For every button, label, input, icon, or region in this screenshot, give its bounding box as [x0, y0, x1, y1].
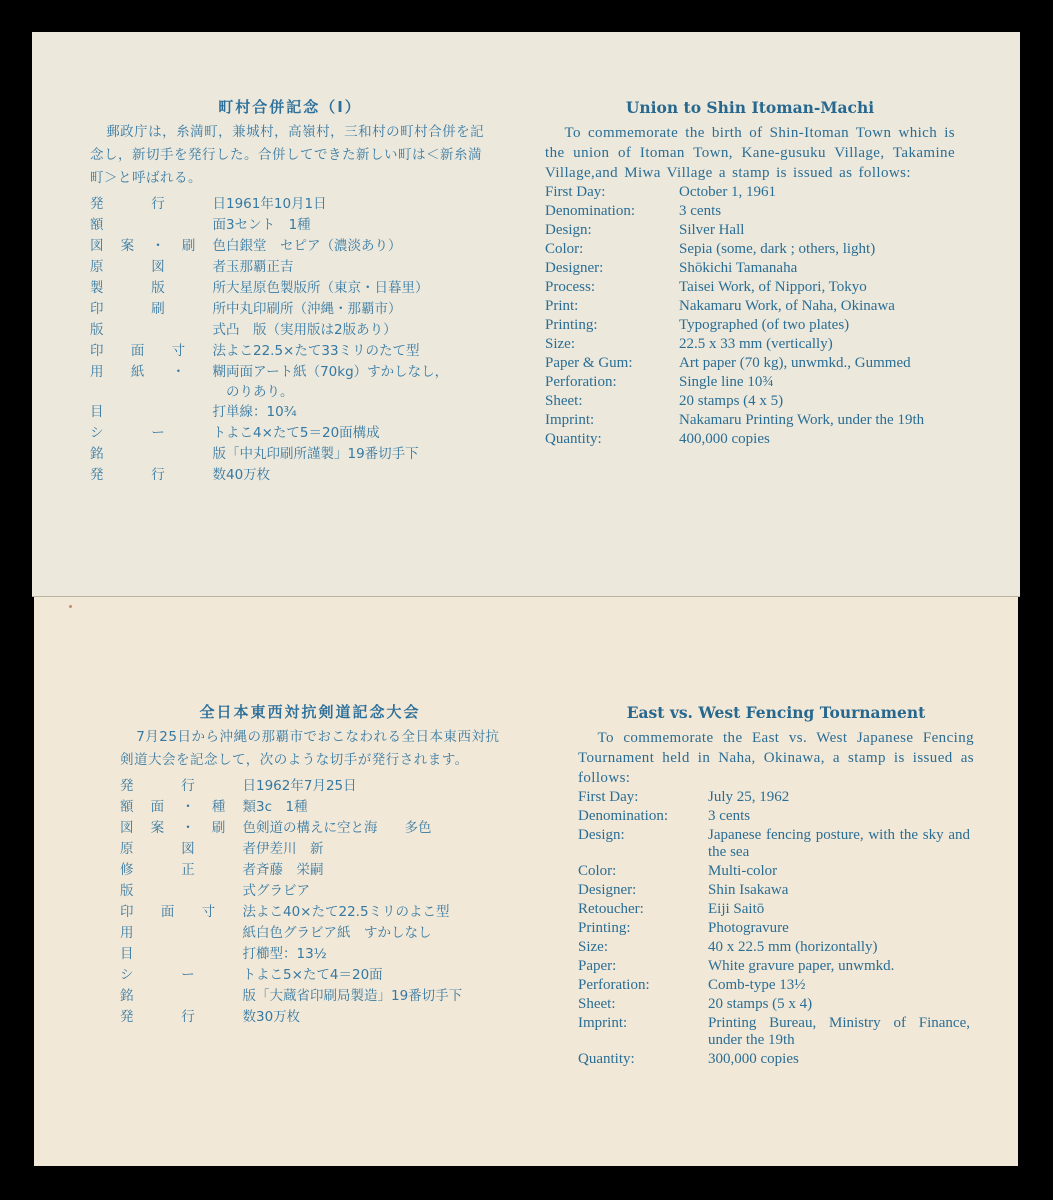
spec-value: 30万枚: [256, 1009, 301, 1025]
spec-row: [120, 839, 462, 860]
spec-value: 3 cents: [708, 808, 751, 824]
spec-row: [545, 431, 951, 450]
spec-label: Retoucher:: [578, 901, 644, 917]
spec-label: Perforation:: [578, 977, 650, 993]
spec-value: 20 stamps (5 x 4): [708, 996, 813, 1012]
spec-value: Photogravure: [708, 920, 789, 936]
spec-label: Quantity:: [545, 431, 602, 447]
spec-row: [545, 222, 951, 241]
spec-value: 1962年7月25日: [256, 778, 357, 794]
spec-label: Size:: [545, 336, 575, 352]
spec-label: Denomination:: [578, 808, 668, 824]
spec-value: 400,000 copies: [679, 431, 770, 447]
spec-value: July 25, 1962: [708, 789, 790, 805]
spec-label: 額面・種類: [120, 799, 256, 815]
spec-row: [578, 977, 970, 996]
spec-value: 3 cents: [679, 203, 722, 219]
spec-row: [90, 299, 456, 320]
spec-value: よこ22.5×たて33ミリのたて型: [226, 343, 420, 359]
spec-label: 印面寸法: [90, 343, 226, 359]
spec-row: [578, 827, 970, 863]
spec-label: 発行数: [120, 1009, 256, 1025]
japanese-spec-table: [120, 776, 462, 1028]
spec-value: 20 stamps (4 x 5): [679, 393, 784, 409]
spec-label: 発行数: [90, 467, 226, 483]
spec-label: 原図者: [120, 841, 256, 857]
spec-value: Nakamaru Work, of Naha, Okinawa: [679, 298, 895, 314]
spec-value: Shōkichi Tamanaha: [679, 260, 798, 276]
spec-label: 図案・刷色: [90, 238, 226, 254]
spec-value: Nakamaru Printing Work, under the 19th: [679, 412, 925, 428]
spec-value: 「中丸印刷所謹製」19番切手下: [226, 446, 419, 462]
spec-value: 中丸印刷所（沖縄・那覇市）: [226, 301, 402, 317]
spec-value: 1961年10月1日: [226, 196, 327, 212]
spec-label: Sheet:: [545, 393, 583, 409]
spec-row: [120, 965, 462, 986]
spec-label: 印面寸法: [120, 904, 256, 920]
spec-row: [578, 920, 970, 939]
spec-row: [578, 1051, 970, 1070]
spec-label: 用紙: [120, 925, 256, 941]
japanese-description: [120, 701, 500, 1028]
spec-value: 伊差川 新: [256, 841, 324, 857]
japanese-title: 全日本東西対抗剣道記念大会: [199, 703, 421, 721]
spec-label: Paper & Gum:: [545, 355, 633, 371]
spec-row: [578, 789, 970, 808]
spec-value: 3c 1種: [256, 799, 308, 815]
spec-label: Denomination:: [545, 203, 635, 219]
spec-row: [578, 863, 970, 882]
spec-value: White gravure paper, unwmkd.: [708, 958, 895, 974]
spec-label: Printing:: [545, 317, 598, 333]
stamp-info-card-union-shin-itoman: [32, 32, 1020, 597]
spec-value: 40万枚: [226, 467, 271, 483]
spec-row: [545, 184, 951, 203]
spec-value: 300,000 copies: [708, 1051, 799, 1067]
spec-label: 銘版: [90, 446, 226, 462]
spec-row: [90, 465, 456, 486]
spec-value: Multi-color: [708, 863, 778, 879]
japanese-intro: 郵政庁は，糸満町，兼城村，高嶺村，三和村の町村合併を記念し，新切手を発行した。合併してできた新しい町は＜新糸満町＞と呼ばれる。: [90, 124, 485, 186]
japanese-description: [90, 96, 490, 486]
spec-value: 白色グラビア紙 すかしなし: [256, 925, 432, 941]
spec-row: [90, 362, 456, 402]
spec-label: 原図者: [90, 259, 226, 275]
spec-row: [90, 320, 456, 341]
spec-value: 40 x 22.5 mm (horizontally): [708, 939, 878, 955]
spec-label: 用紙・糊: [90, 364, 226, 380]
spec-label: Quantity:: [578, 1051, 635, 1067]
spec-value: 玉那覇正吉: [226, 259, 294, 275]
spec-value: Single line 10¾: [679, 374, 774, 390]
spec-value: Comb-type 13½: [708, 977, 806, 993]
spec-value: Taisei Work, of Nippori, Tokyo: [679, 279, 867, 295]
spec-row: [90, 236, 456, 257]
spec-value: Japanese fencing posture, with the sky and the sea: [708, 827, 970, 860]
spec-label: Imprint:: [578, 1015, 628, 1031]
spec-row: [120, 986, 462, 1007]
spec-row: [578, 996, 970, 1015]
spec-row: [578, 882, 970, 901]
spec-value: Typographed (of two plates): [679, 317, 850, 333]
spec-value: Shin Isakawa: [708, 882, 789, 898]
english-spec-table: [545, 184, 951, 450]
spec-label: 製版所: [90, 280, 226, 296]
spec-row: [90, 215, 456, 236]
spec-label: Paper:: [578, 958, 617, 974]
spec-label: Design:: [545, 222, 592, 238]
spec-label: Print:: [545, 298, 579, 314]
spec-value: よこ5×たて4＝20面: [256, 967, 383, 983]
spec-row: [545, 241, 951, 260]
spec-value: October 1, 1961: [679, 184, 777, 200]
spec-row: [120, 923, 462, 944]
spec-row: [578, 958, 970, 977]
stamp-info-card-fencing-tournament: [34, 597, 1018, 1166]
spec-value: よこ4×たて5＝20面構成: [226, 425, 380, 441]
spec-row: [545, 260, 951, 279]
japanese-spec-table: [90, 194, 456, 486]
english-intro: To commemorate the birth of Shin-Itoman Town which is the union of Itoman Town, Kane-gusuku Village, Takamine Village,and Miwa Village a stamp is issued as follows:: [545, 125, 955, 181]
spec-label: 発行日: [90, 196, 226, 212]
spec-row: [545, 279, 951, 298]
spec-label: Design:: [578, 827, 625, 843]
japanese-intro: 7月25日から沖縄の那覇市でおこなわれる全日本東西対抗剣道大会を記念して，次のような切手が発行されます。: [120, 729, 500, 768]
spec-value: 「大蔵省印刷局製造」19番切手下: [256, 988, 463, 1004]
spec-label: 目打: [90, 404, 226, 420]
spec-label: Printing:: [578, 920, 631, 936]
spec-label: 発行日: [120, 778, 256, 794]
spec-label: 銘版: [120, 988, 256, 1004]
spec-value: Art paper (70 kg), unwmkd., Gummed: [679, 355, 911, 371]
spec-label: 額面: [90, 217, 226, 233]
spec-value: 白銀堂 セピア（濃淡あり）: [226, 238, 402, 254]
spec-value: Sepia (some, dark ; others, light): [679, 241, 876, 257]
spec-row: [545, 374, 951, 393]
spec-row: [545, 412, 951, 431]
spec-label: シート: [90, 425, 226, 441]
spec-value: よこ40×たて22.5ミリのよこ型: [256, 904, 450, 920]
spec-row: [120, 860, 462, 881]
spec-label: シート: [120, 967, 256, 983]
spec-value: 櫛型：13½: [256, 946, 327, 962]
english-spec-table: [578, 789, 970, 1070]
japanese-title: 町村合併記念（I）: [218, 98, 362, 116]
paper-speck: [69, 605, 72, 608]
spec-label: 修正者: [120, 862, 256, 878]
spec-row: [545, 355, 951, 374]
spec-row: [545, 336, 951, 355]
spec-label: Process:: [545, 279, 595, 295]
spec-row: [120, 944, 462, 965]
spec-value: 3セント 1種: [226, 217, 311, 233]
spec-value: 斉藤 栄嗣: [256, 862, 324, 878]
spec-value: Silver Hall: [679, 222, 745, 238]
spec-value: 剣道の構えに空と海 多色: [256, 820, 432, 836]
spec-row: [120, 818, 462, 839]
spec-row: [578, 808, 970, 827]
spec-label: Designer:: [545, 260, 604, 276]
spec-row: [545, 393, 951, 412]
spec-label: 図案・刷色: [120, 820, 256, 836]
spec-value: Printing Bureau, Ministry of Finance, under the 19th: [708, 1015, 970, 1048]
spec-row: [545, 298, 951, 317]
english-description: [545, 98, 955, 450]
spec-row: [545, 203, 951, 222]
spec-row: [90, 194, 456, 215]
spec-row: [120, 797, 462, 818]
spec-row: [545, 317, 951, 336]
spec-value: 22.5 x 33 mm (vertically): [679, 336, 833, 352]
spec-label: Sheet:: [578, 996, 616, 1012]
spec-value: 大星原色製版所（東京・日暮里）: [226, 280, 429, 296]
spec-row: [578, 939, 970, 958]
spec-row: [90, 444, 456, 465]
english-title: Union to Shin Itoman-Machi: [625, 98, 875, 117]
spec-row: [578, 1015, 970, 1051]
english-title: East vs. West Fencing Tournament: [626, 703, 926, 722]
spec-row: [90, 278, 456, 299]
spec-row: [90, 423, 456, 444]
spec-row: [90, 402, 456, 423]
spec-label: Designer:: [578, 882, 637, 898]
spec-value: 凸 版（実用版は2版あり）: [226, 322, 397, 338]
spec-label: 目打: [120, 946, 256, 962]
spec-label: 印刷所: [90, 301, 226, 317]
spec-label: Color:: [545, 241, 584, 257]
spec-row: [120, 881, 462, 902]
spec-label: Perforation:: [545, 374, 617, 390]
spec-label: Size:: [578, 939, 608, 955]
english-description: [578, 703, 974, 1070]
spec-row: [578, 901, 970, 920]
spec-label: 版式: [90, 322, 226, 338]
spec-label: 版式: [120, 883, 256, 899]
spec-value: グラビア: [256, 883, 310, 899]
spec-value: 単線：10¾: [226, 404, 297, 420]
spec-label: Color:: [578, 863, 617, 879]
spec-row: [120, 902, 462, 923]
spec-row: [90, 257, 456, 278]
spec-row: [120, 776, 462, 797]
spec-row: [120, 1007, 462, 1028]
english-intro: To commemorate the East vs. West Japanese Fencing Tournament held in Naha, Okinawa, a stamp is issued as follows:: [578, 730, 974, 786]
spec-label: First Day:: [545, 184, 606, 200]
spec-row: [90, 341, 456, 362]
spec-label: Imprint:: [545, 412, 595, 428]
spec-value: 両面アート紙（70kg）すかしなし，のりあり。: [226, 364, 449, 400]
spec-value: Eiji Saitō: [708, 901, 765, 917]
spec-label: First Day:: [578, 789, 639, 805]
